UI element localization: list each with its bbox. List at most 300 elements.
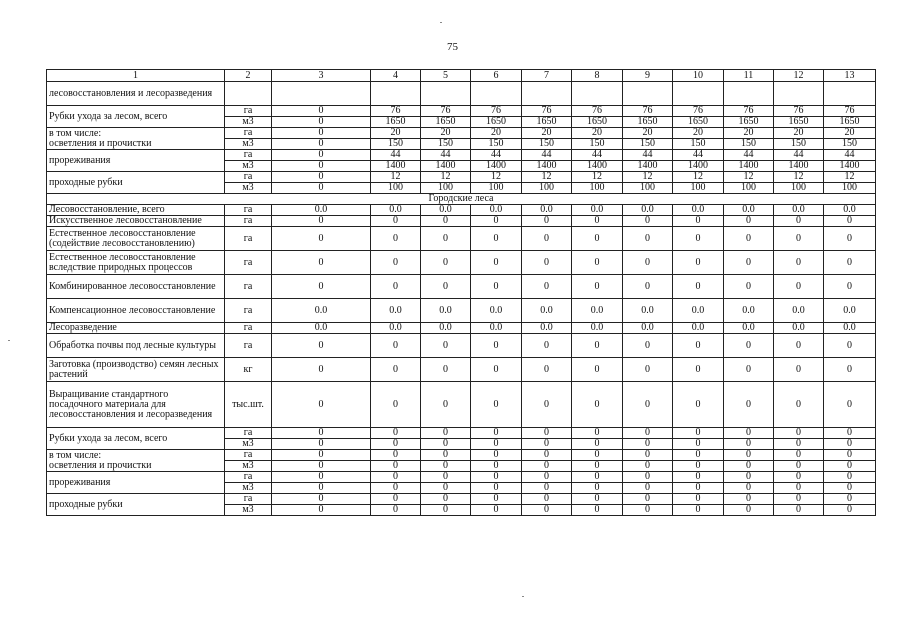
section-title: Городские леса: [47, 194, 876, 205]
row-label: в том числе: осветления и прочистки: [47, 128, 225, 150]
value-cell: 12: [774, 172, 824, 183]
value-cell: 0: [522, 439, 572, 450]
value-cell: 0: [724, 461, 774, 472]
unit-cell: м3: [225, 161, 272, 172]
value-cell: 0: [522, 382, 572, 428]
unit-cell: кг: [225, 358, 272, 382]
value-cell: 0: [471, 472, 522, 483]
value-cell: 1400: [673, 161, 724, 172]
value-cell: 12: [572, 172, 623, 183]
value-cell: 0: [673, 251, 724, 275]
value-cell: 0.0: [522, 205, 572, 216]
table-row: [47, 128, 876, 139]
value-cell: 0: [774, 461, 824, 472]
value-cell: 0.0: [673, 323, 724, 334]
empty-cell: [225, 82, 272, 106]
value-cell: 0: [522, 494, 572, 505]
table-row: [47, 275, 876, 299]
value-cell: 0: [724, 472, 774, 483]
value-cell: 150: [572, 139, 623, 150]
value-cell: 100: [724, 183, 774, 194]
value-cell: 0: [522, 251, 572, 275]
value-cell: 0: [371, 227, 421, 251]
value-cell: 100: [824, 183, 876, 194]
value-cell: 1650: [421, 117, 471, 128]
value-cell: 0: [623, 334, 673, 358]
table-row: [47, 150, 876, 161]
column-header: 1: [47, 70, 225, 82]
unit-cell: га: [225, 205, 272, 216]
value-cell: 0: [724, 334, 774, 358]
empty-cell: [623, 82, 673, 106]
value-cell: 0.0: [572, 323, 623, 334]
value-cell: 0: [522, 483, 572, 494]
value-cell: 0: [824, 472, 876, 483]
value-cell: 150: [421, 139, 471, 150]
value-cell: 0: [824, 483, 876, 494]
value-cell: 0: [824, 227, 876, 251]
value-cell: 0: [623, 505, 673, 516]
column-header: 6: [471, 70, 522, 82]
column-header: 7: [522, 70, 572, 82]
value-cell: 0: [272, 183, 371, 194]
table-row: [47, 494, 876, 505]
unit-cell: га: [225, 216, 272, 227]
value-cell: 0: [371, 358, 421, 382]
table-row: [47, 227, 876, 251]
value-cell: 0: [623, 494, 673, 505]
value-cell: 20: [724, 128, 774, 139]
value-cell: 20: [824, 128, 876, 139]
value-cell: 0: [572, 494, 623, 505]
value-cell: 0: [623, 483, 673, 494]
scan-speck: [522, 596, 524, 597]
value-cell: 0: [421, 227, 471, 251]
value-cell: 20: [572, 128, 623, 139]
value-cell: 0: [272, 334, 371, 358]
value-cell: 0.0: [774, 299, 824, 323]
row-label: Комбинированное лесовосстановление: [47, 275, 225, 299]
value-cell: 150: [774, 139, 824, 150]
value-cell: 0.0: [471, 323, 522, 334]
value-cell: 0.0: [371, 205, 421, 216]
value-cell: 0: [623, 472, 673, 483]
value-cell: 0: [272, 172, 371, 183]
value-cell: 0: [724, 450, 774, 461]
value-cell: 0: [471, 227, 522, 251]
empty-cell: [371, 82, 421, 106]
table-row: [47, 472, 876, 483]
value-cell: 0: [724, 483, 774, 494]
value-cell: 0: [572, 439, 623, 450]
row-label: Искусственное лесовосстановление: [47, 216, 225, 227]
value-cell: 0: [471, 275, 522, 299]
value-cell: 0: [421, 216, 471, 227]
table-row: [47, 205, 876, 216]
value-cell: 0: [623, 461, 673, 472]
value-cell: 0: [724, 439, 774, 450]
value-cell: 0: [371, 382, 421, 428]
value-cell: 0: [572, 472, 623, 483]
value-cell: 0: [371, 334, 421, 358]
value-cell: 0: [724, 494, 774, 505]
table-row: [47, 251, 876, 275]
value-cell: 0: [272, 494, 371, 505]
value-cell: 1650: [471, 117, 522, 128]
value-cell: 0: [824, 382, 876, 428]
value-cell: 0: [724, 251, 774, 275]
unit-cell: м3: [225, 505, 272, 516]
value-cell: 0: [824, 334, 876, 358]
value-cell: 0: [371, 428, 421, 439]
value-cell: 0: [421, 251, 471, 275]
empty-cell: [421, 82, 471, 106]
value-cell: 0.0: [774, 205, 824, 216]
value-cell: 0: [774, 227, 824, 251]
unit-cell: га: [225, 428, 272, 439]
value-cell: 0: [272, 472, 371, 483]
value-cell: 0: [272, 358, 371, 382]
empty-cell: [673, 82, 724, 106]
value-cell: 1650: [522, 117, 572, 128]
value-cell: 12: [522, 172, 572, 183]
value-cell: 0: [774, 483, 824, 494]
value-cell: 150: [724, 139, 774, 150]
value-cell: 0: [471, 483, 522, 494]
value-cell: 0: [673, 428, 724, 439]
table-row: [47, 334, 876, 358]
value-cell: 44: [774, 150, 824, 161]
value-cell: 0: [774, 472, 824, 483]
row-label: Рубки ухода за лесом, всего: [47, 428, 225, 450]
value-cell: 76: [774, 106, 824, 117]
unit-cell: га: [225, 334, 272, 358]
value-cell: 0: [774, 450, 824, 461]
value-cell: 20: [623, 128, 673, 139]
value-cell: 0: [421, 505, 471, 516]
value-cell: 1400: [724, 161, 774, 172]
value-cell: 0.0: [774, 323, 824, 334]
value-cell: 0.0: [724, 299, 774, 323]
table-row: [47, 358, 876, 382]
value-cell: 1400: [623, 161, 673, 172]
value-cell: 44: [724, 150, 774, 161]
value-cell: 0: [673, 382, 724, 428]
value-cell: 0: [471, 494, 522, 505]
value-cell: 0: [371, 494, 421, 505]
value-cell: 0.0: [673, 299, 724, 323]
value-cell: 0: [421, 494, 471, 505]
value-cell: 0: [572, 227, 623, 251]
column-header: 4: [371, 70, 421, 82]
value-cell: 0: [272, 106, 371, 117]
value-cell: 0: [272, 216, 371, 227]
value-cell: 0: [774, 494, 824, 505]
value-cell: 0: [371, 483, 421, 494]
value-cell: 0: [774, 439, 824, 450]
empty-cell: [724, 82, 774, 106]
empty-cell: [572, 82, 623, 106]
value-cell: 0: [572, 334, 623, 358]
value-cell: 0: [673, 472, 724, 483]
table-row: [47, 450, 876, 461]
value-cell: 0: [272, 483, 371, 494]
value-cell: 0: [522, 428, 572, 439]
value-cell: 1400: [774, 161, 824, 172]
empty-cell: [522, 82, 572, 106]
value-cell: 0: [471, 439, 522, 450]
value-cell: 150: [371, 139, 421, 150]
value-cell: 0: [673, 483, 724, 494]
value-cell: 44: [471, 150, 522, 161]
empty-cell: [824, 82, 876, 106]
column-header: 13: [824, 70, 876, 82]
value-cell: 0: [421, 358, 471, 382]
value-cell: 1650: [673, 117, 724, 128]
value-cell: 1400: [572, 161, 623, 172]
value-cell: 0.0: [421, 323, 471, 334]
value-cell: 0.0: [623, 299, 673, 323]
unit-cell: тыс.шт.: [225, 382, 272, 428]
value-cell: 1650: [724, 117, 774, 128]
column-header: 5: [421, 70, 471, 82]
value-cell: 0.0: [724, 205, 774, 216]
value-cell: 150: [522, 139, 572, 150]
unit-cell: га: [225, 450, 272, 461]
unit-cell: га: [225, 494, 272, 505]
value-cell: 0: [572, 216, 623, 227]
value-cell: 0.0: [421, 205, 471, 216]
value-cell: 0: [272, 251, 371, 275]
value-cell: 0: [522, 227, 572, 251]
value-cell: 0.0: [272, 299, 371, 323]
unit-cell: м3: [225, 439, 272, 450]
column-header: 9: [623, 70, 673, 82]
value-cell: 0: [774, 216, 824, 227]
value-cell: 0: [673, 439, 724, 450]
value-cell: 0: [272, 505, 371, 516]
value-cell: 0: [623, 251, 673, 275]
value-cell: 0: [371, 461, 421, 472]
unit-cell: га: [225, 150, 272, 161]
unit-cell: м3: [225, 117, 272, 128]
value-cell: 0: [421, 461, 471, 472]
value-cell: 12: [673, 172, 724, 183]
value-cell: 0: [522, 472, 572, 483]
value-cell: 0.0: [471, 205, 522, 216]
value-cell: 0: [371, 275, 421, 299]
value-cell: 1650: [371, 117, 421, 128]
unit-cell: м3: [225, 183, 272, 194]
value-cell: 0: [421, 472, 471, 483]
value-cell: 0: [421, 334, 471, 358]
value-cell: 76: [724, 106, 774, 117]
value-cell: 20: [371, 128, 421, 139]
table-row: [47, 216, 876, 227]
value-cell: 100: [522, 183, 572, 194]
value-cell: 0: [272, 227, 371, 251]
row-label: Обработка почвы под лесные культуры: [47, 334, 225, 358]
value-cell: 0.0: [724, 323, 774, 334]
row-label: Выращивание стандартного посадочного материала для лесовосстановления и лесоразведения: [47, 382, 225, 428]
table-row: [47, 323, 876, 334]
value-cell: 0: [272, 439, 371, 450]
value-cell: 0: [824, 494, 876, 505]
value-cell: 0: [824, 461, 876, 472]
value-cell: 76: [572, 106, 623, 117]
value-cell: 0: [522, 505, 572, 516]
value-cell: 0: [522, 216, 572, 227]
value-cell: 0: [572, 358, 623, 382]
value-cell: 150: [471, 139, 522, 150]
value-cell: 0: [673, 334, 724, 358]
value-cell: 0.0: [673, 205, 724, 216]
value-cell: 0: [824, 505, 876, 516]
value-cell: 0: [522, 461, 572, 472]
value-cell: 0: [572, 428, 623, 439]
value-cell: 12: [623, 172, 673, 183]
value-cell: 0: [623, 450, 673, 461]
value-cell: 0.0: [272, 205, 371, 216]
value-cell: 0: [272, 161, 371, 172]
value-cell: 0: [623, 216, 673, 227]
value-cell: 0: [673, 505, 724, 516]
value-cell: 0: [673, 461, 724, 472]
unit-cell: м3: [225, 139, 272, 150]
unit-cell: м3: [225, 461, 272, 472]
value-cell: 0: [724, 428, 774, 439]
value-cell: 0: [272, 428, 371, 439]
value-cell: 0: [824, 358, 876, 382]
value-cell: 0: [673, 227, 724, 251]
value-cell: 100: [623, 183, 673, 194]
empty-cell: [471, 82, 522, 106]
value-cell: 0: [572, 450, 623, 461]
value-cell: 1400: [471, 161, 522, 172]
value-cell: 0: [623, 275, 673, 299]
value-cell: 0: [272, 275, 371, 299]
value-cell: 0: [272, 117, 371, 128]
value-cell: 0: [774, 358, 824, 382]
empty-cell: [272, 82, 371, 106]
value-cell: 44: [371, 150, 421, 161]
value-cell: 0: [623, 227, 673, 251]
value-cell: 0.0: [371, 323, 421, 334]
value-cell: 0: [471, 251, 522, 275]
column-header: 3: [272, 70, 371, 82]
unit-cell: га: [225, 275, 272, 299]
value-cell: 44: [673, 150, 724, 161]
value-cell: 0.0: [824, 323, 876, 334]
value-cell: 44: [623, 150, 673, 161]
value-cell: 12: [371, 172, 421, 183]
value-cell: 0: [724, 216, 774, 227]
value-cell: 150: [824, 139, 876, 150]
value-cell: 0: [774, 382, 824, 428]
unit-cell: га: [225, 472, 272, 483]
row-label: Естественное лесовосстановление (содействие лесовосстановлению): [47, 227, 225, 251]
value-cell: 0: [724, 505, 774, 516]
value-cell: 0.0: [371, 299, 421, 323]
value-cell: 0: [421, 428, 471, 439]
column-header: 10: [673, 70, 724, 82]
forestry-table: [46, 69, 876, 516]
value-cell: 0: [471, 334, 522, 358]
value-cell: 0: [421, 439, 471, 450]
unit-cell: га: [225, 299, 272, 323]
value-cell: 20: [673, 128, 724, 139]
unit-cell: га: [225, 323, 272, 334]
empty-cell: [774, 82, 824, 106]
value-cell: 100: [421, 183, 471, 194]
value-cell: 0: [824, 428, 876, 439]
value-cell: 0: [572, 505, 623, 516]
value-cell: 12: [471, 172, 522, 183]
value-cell: 0: [774, 428, 824, 439]
value-cell: 0: [421, 483, 471, 494]
value-cell: 0.0: [272, 323, 371, 334]
value-cell: 0: [272, 150, 371, 161]
row-label: Естественное лесовосстановление вследствие природных процессов: [47, 251, 225, 275]
row-label: Компенсационное лесовосстановление: [47, 299, 225, 323]
value-cell: 0: [272, 382, 371, 428]
value-cell: 1400: [421, 161, 471, 172]
value-cell: 0: [371, 216, 421, 227]
value-cell: 0.0: [522, 323, 572, 334]
value-cell: 0: [272, 128, 371, 139]
value-cell: 100: [371, 183, 421, 194]
row-label: проходные рубки: [47, 172, 225, 194]
value-cell: 0.0: [824, 205, 876, 216]
value-cell: 12: [724, 172, 774, 183]
value-cell: 0: [421, 450, 471, 461]
value-cell: 0: [673, 494, 724, 505]
table-row: [47, 194, 876, 205]
table-row: [47, 299, 876, 323]
value-cell: 0.0: [572, 299, 623, 323]
value-cell: 1400: [522, 161, 572, 172]
value-cell: 0: [522, 334, 572, 358]
value-cell: 0: [421, 275, 471, 299]
value-cell: 1400: [371, 161, 421, 172]
value-cell: 76: [673, 106, 724, 117]
value-cell: 0.0: [824, 299, 876, 323]
value-cell: 150: [623, 139, 673, 150]
value-cell: 0: [471, 461, 522, 472]
row-label: проходные рубки: [47, 494, 225, 516]
value-cell: 0: [572, 251, 623, 275]
value-cell: 0: [371, 505, 421, 516]
table-row: [47, 428, 876, 439]
value-cell: 0: [623, 358, 673, 382]
value-cell: 0: [824, 450, 876, 461]
value-cell: 0.0: [522, 299, 572, 323]
value-cell: 0.0: [471, 299, 522, 323]
value-cell: 0: [471, 382, 522, 428]
value-cell: 0: [623, 439, 673, 450]
value-cell: 0: [522, 358, 572, 382]
value-cell: 44: [824, 150, 876, 161]
value-cell: 0: [724, 358, 774, 382]
value-cell: 12: [421, 172, 471, 183]
value-cell: 12: [824, 172, 876, 183]
value-cell: 0: [522, 450, 572, 461]
table-row: [47, 106, 876, 117]
value-cell: 20: [471, 128, 522, 139]
table-row: [47, 82, 876, 106]
value-cell: 0: [824, 251, 876, 275]
row-label: в том числе: осветления и прочистки: [47, 450, 225, 472]
